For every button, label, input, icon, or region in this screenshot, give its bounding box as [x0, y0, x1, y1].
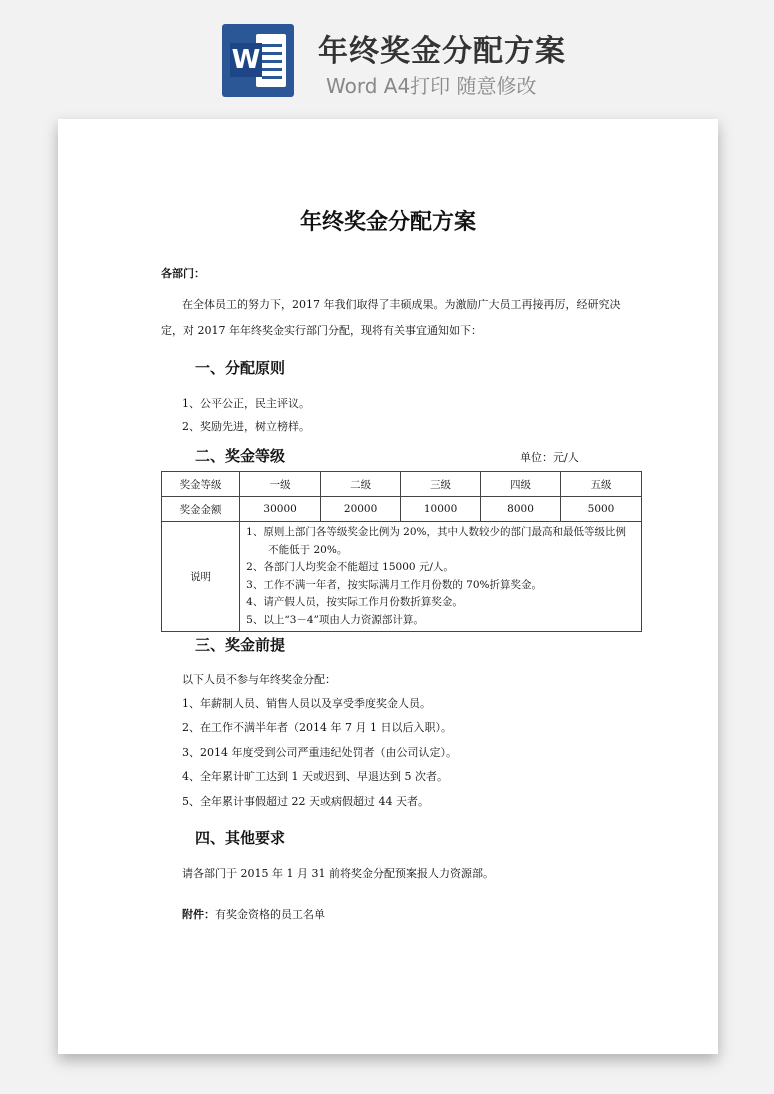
attachment-line — [182, 908, 325, 922]
banner-title: 年终奖金分配方案 — [318, 34, 566, 69]
note-line: 不能低于 20%。 — [268, 543, 348, 556]
list-item: 2、奖励先进，树立榜样。 — [182, 420, 310, 433]
document-title: 年终奖金分配方案 — [299, 210, 476, 235]
table-cell: 二级 — [321, 472, 401, 497]
section-heading-other: 四、其他要求 — [195, 829, 286, 847]
note-line: 2、各部门人均奖金不能超过 15000 元/人。 — [246, 561, 454, 573]
section-lead: 以下人员不参与年终奖金分配： — [182, 673, 336, 686]
table-cell: 10000 — [401, 497, 481, 522]
note-line: 4、请产假人员，按实际工作月份数折算奖金。 — [246, 596, 463, 608]
table-cell: 四级 — [481, 472, 561, 497]
table-cell: 30000 — [240, 497, 321, 522]
table-row — [162, 472, 642, 497]
bonus-grade-table — [161, 471, 642, 632]
table-cell: 三级 — [401, 472, 481, 497]
note-line: 5、以上“3－4”项由人力资源部计算。 — [246, 613, 424, 626]
banner-subtitle: Word A4打印 随意修改 — [326, 74, 537, 98]
table-cell: 8000 — [481, 497, 561, 522]
section-text: 请各部门于 2015 年 1 月 31 前将奖金分配预案报人力资源部。 — [182, 867, 494, 880]
note-line: 3、工作不满一年者，按实际满月工作月份数的 70%折算奖金。 — [246, 578, 542, 591]
table-cell: 奖金等级 — [162, 472, 240, 497]
list-item: 3、2014 年度受到公司严重违纪处罚者（由公司认定）。 — [182, 746, 457, 759]
intro-line-2: 定，对 2017 年年终奖金实行部门分配，现将有关事宜通知如下： — [161, 324, 482, 337]
document-page — [58, 119, 718, 1054]
list-item: 1、年薪制人员、销售人员以及享受季度奖金人员。 — [182, 697, 431, 710]
list-item: 1、公平公正，民主评议。 — [182, 397, 310, 410]
table-cell: 说明 — [162, 522, 240, 632]
salutation: 各部门： — [161, 267, 205, 280]
word-icon — [222, 24, 294, 97]
table-cell: 五级 — [561, 472, 642, 497]
table-cell: 奖金金额 — [162, 497, 240, 522]
table-cell: 一级 — [240, 472, 321, 497]
section-heading-prerequisites: 三、奖金前提 — [195, 636, 286, 654]
attachment-label: 附件： — [182, 908, 215, 921]
section-heading-principles: 一、分配原则 — [195, 359, 286, 377]
word-icon-letter: W — [231, 45, 261, 75]
list-item: 2、在工作不满半年者（2014 年 7 月 1 日以后入职）。 — [182, 721, 452, 734]
section-heading-grades: 二、奖金等级 — [195, 447, 286, 465]
table-row — [162, 522, 642, 632]
attachment-text: 有奖金资格的员工名单 — [215, 908, 325, 921]
unit-label: 单位：元/人 — [520, 451, 579, 464]
intro-line-1: 在全体员工的努力下，2017 年我们取得了丰硕成果。为激励广大员工再接再厉，经研究决 — [182, 298, 621, 311]
table-cell: 20000 — [321, 497, 401, 522]
notes-cell — [240, 522, 642, 632]
list-item: 5、全年累计事假超过 22 天或病假超过 44 天者。 — [182, 795, 429, 808]
list-item: 4、全年累计旷工达到 1 天或迟到、早退达到 5 次者。 — [182, 770, 448, 783]
table-row — [162, 497, 642, 522]
table-cell: 5000 — [561, 497, 642, 522]
note-line: 1、原则上部门各等级奖金比例为 20%，其中人数较少的部门最高和最低等级比例 — [246, 526, 626, 538]
header-banner — [0, 0, 774, 112]
